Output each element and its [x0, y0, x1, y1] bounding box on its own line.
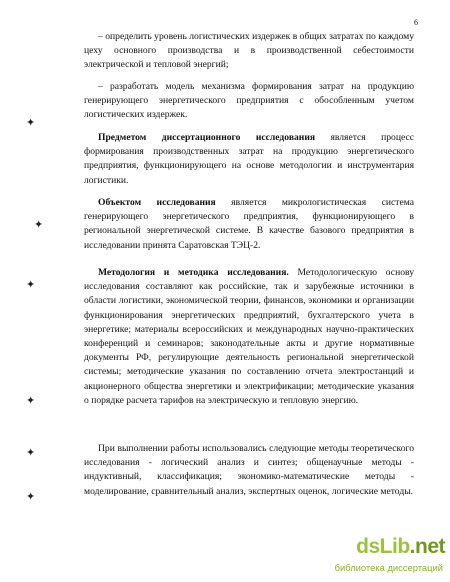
text-line: генерирующего энергетического предприятия с обособленным учетом [84, 95, 414, 107]
text-line: конференций и семинаров; законодательные акты и другие нормативные [84, 338, 414, 350]
paragraph-methods [84, 442, 414, 499]
text-line: При выполнении работы использовались следующие методы теоретического [98, 443, 414, 454]
watermark-logo-main: dsLib [356, 535, 410, 558]
text-line: – определить уровень логистических издержек в общих затратах по каждому [98, 31, 414, 42]
text-fragment: является микрологистическая система [231, 197, 414, 208]
text-line: электрической и тепловой энергий; [84, 59, 229, 71]
text-line: индуктивный, классификация; экономико-математические методы - [84, 471, 414, 483]
text-line: формирования производственных затрат на продукцию энергетического [84, 146, 414, 158]
margin-mark: ✦ [26, 116, 36, 129]
text-line: исследования составляют как российские, так и зарубежные источники в [84, 281, 414, 293]
text-line [84, 131, 414, 145]
term-subject: Предметом диссертационного исследования [98, 132, 316, 143]
text-line: цеху основного производства и в производственной себестоимости [84, 45, 414, 57]
text-line: генерирующего энергетического предприятия, функционирующего в [84, 211, 414, 223]
text-line: функционирования энергетических предприятий, бухгалтерского учета в [84, 309, 414, 321]
margin-mark: ✦ [26, 490, 36, 503]
paragraph-object [84, 196, 414, 253]
text-fragment: Методологическую основу [297, 267, 414, 278]
watermark [330, 535, 445, 579]
watermark-logo [356, 535, 445, 559]
text-line: документы РФ, регулирующие деятельность региональной энергетической [84, 352, 414, 364]
text-line: системы; методические указания по составлению отчета электростанций и [84, 366, 414, 378]
watermark-subtitle: библиотека диссертаций [334, 562, 443, 573]
text-line: региональной энергетической системе. В качестве базового предприятия в [84, 225, 414, 237]
term-methodology: Методология и методика исследования. [98, 267, 289, 278]
text-line: исследования - логический анализ и синтез; общенаучные методы - [84, 457, 414, 469]
paragraph-methodology [84, 266, 414, 408]
watermark-logo-domain: .net [409, 535, 445, 558]
margin-mark: ✦ [26, 278, 36, 291]
margin-mark: ✦ [34, 218, 44, 231]
text-line: о порядке расчета тарифов на электрическую и тепловую энергию. [84, 394, 359, 406]
text-line: логистики. [84, 174, 129, 186]
text-fragment: является процесс [330, 132, 414, 143]
paragraph-goal-2 [84, 80, 414, 123]
text-line: логистических издержек. [84, 109, 188, 121]
paragraph-subject [84, 131, 414, 188]
paragraph-goal-1 [84, 30, 414, 73]
text-line: моделирование, сравнительный анализ, экспертных оценок, логические методы. [84, 485, 414, 497]
term-object: Объектом исследования [98, 197, 216, 208]
text-line: исследовании принята Саратовская ТЭЦ-2. [84, 239, 261, 251]
margin-mark: ✦ [26, 394, 36, 407]
text-line: акционерного общества энергетики и электрификации; методические указания [84, 380, 414, 392]
text-line: предприятия, функционирующего на основе методологии и инструментария [84, 160, 414, 172]
text-line: энергетике; материалы всероссийских и международных научно-практических [84, 323, 414, 335]
text-line [84, 266, 414, 280]
margin-mark: ✦ [26, 446, 36, 459]
text-line: области логистики, экономической теории, финансов, экономики и организации [84, 295, 414, 307]
text-line [84, 196, 414, 210]
text-line: – разработать модель механизма формирования затрат на продукцию [98, 81, 414, 92]
page-number: 6 [414, 18, 418, 27]
